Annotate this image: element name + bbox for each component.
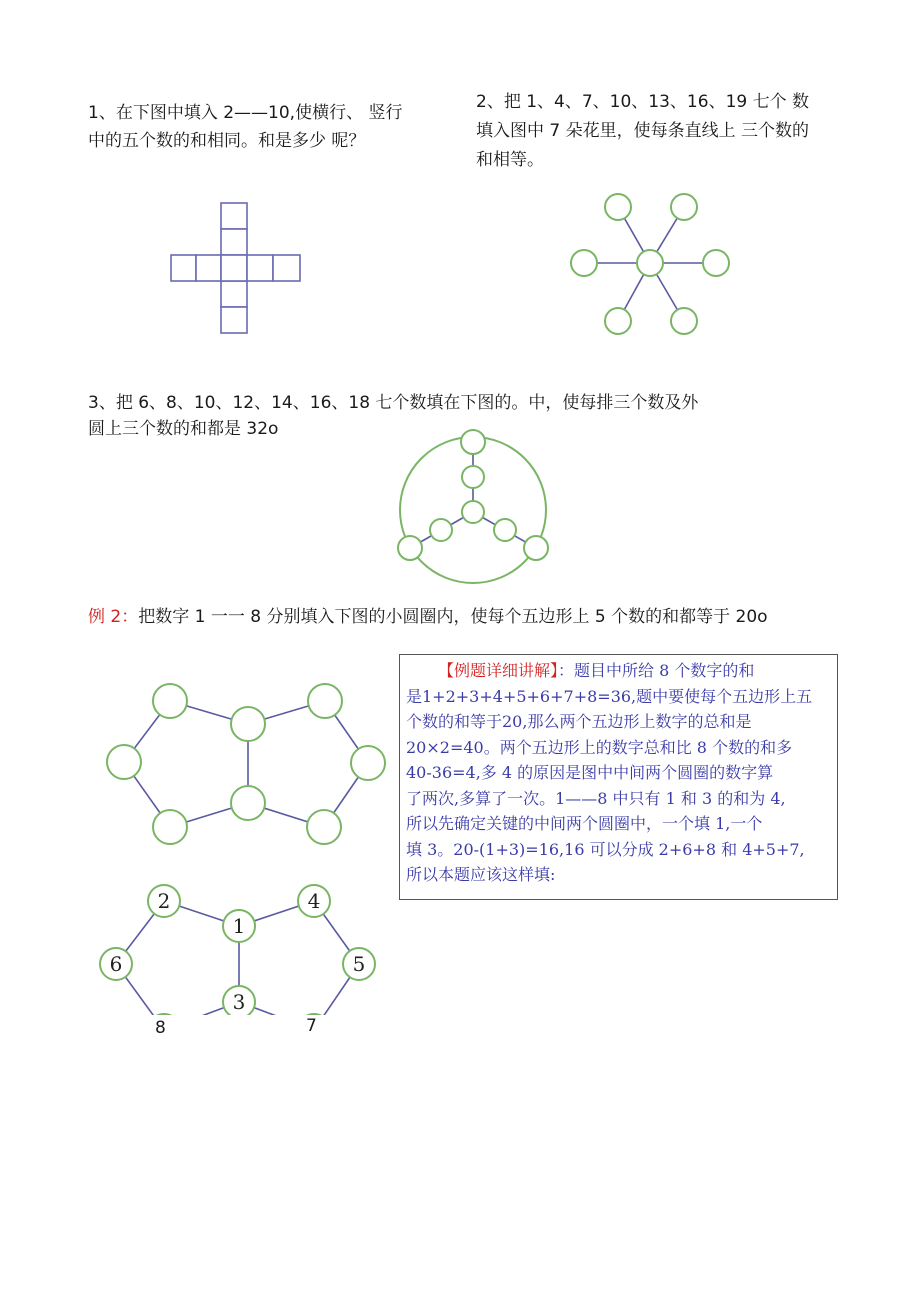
- blank-circle: [231, 707, 265, 741]
- explanation-lead: ：题目中所给 8 个数字的和: [558, 661, 755, 680]
- blank-circle: [308, 684, 342, 718]
- flower-circle: [605, 194, 631, 220]
- example-2-line: [88, 604, 768, 630]
- blank-circle: [153, 810, 187, 844]
- explanation-first-line: [406, 658, 831, 684]
- solution-num-top-right: 4: [307, 889, 321, 913]
- grid-cell: [221, 307, 247, 333]
- blank-circle: [351, 746, 385, 780]
- spoke-circle: [430, 519, 452, 541]
- q1-line-1: 1、在下图中填入 2——10,使横行、 竖行: [88, 103, 403, 123]
- q1-line-2: 中的五个数的和相同。和是多少 呢？: [88, 131, 366, 151]
- blank-circle: [107, 745, 141, 779]
- solution-num-bottom-center: 3: [232, 990, 246, 1014]
- q2-line-3: 和相等。: [476, 150, 544, 170]
- grid-cell-center: [221, 255, 247, 281]
- double-pentagon-blank: [95, 675, 400, 855]
- spoke-circle: [462, 466, 484, 488]
- example-label: 例 2：: [88, 607, 139, 627]
- q2-line-2: 填入图中 7 朵花里，使每条直线上 三个数的: [476, 121, 810, 141]
- flower-circle: [605, 308, 631, 334]
- explanation-line: 40-36=4,多 4 的原因是图中中间两个圆圈的数字算: [406, 763, 774, 782]
- solution-num-top-center: 1: [232, 914, 246, 938]
- solution-num-top-left: 2: [157, 889, 171, 913]
- q3-line-2: 圆上三个数的和都是 32o: [88, 419, 279, 439]
- solution-figure-clip: [90, 870, 390, 1015]
- blank-circle: [307, 810, 341, 844]
- double-pentagon-solution: [90, 870, 390, 1015]
- blank-circle: [153, 684, 187, 718]
- grid-cell: [273, 255, 300, 281]
- grid-cell: [196, 255, 221, 281]
- grid-cell: [247, 255, 273, 281]
- grid-cell: [221, 229, 247, 255]
- q2-line-1: 2、把 1、4、7、10、13、16、19 七个 数: [476, 92, 810, 112]
- flower-circle: [671, 194, 697, 220]
- explanation-line: 所以本题应该这样填:: [406, 865, 556, 884]
- grid-cell: [221, 203, 247, 229]
- explanation-line: 填 3。20-(1+3)=16,16 可以分成 2+6+8 和 4+5+7,: [406, 839, 805, 859]
- solution-num-left: 6: [109, 952, 123, 976]
- blank-circle: [231, 786, 265, 820]
- circle-spokes-figure: [390, 425, 560, 590]
- explanation-line: 所以先确定关键的中间两个圆圈中，一个填 1,一个: [406, 814, 763, 833]
- explanation-box: [399, 654, 838, 900]
- grid-cell: [171, 255, 196, 281]
- explanation-line: 20×2=40。两个五边形上的数字总和比 8 个数的和多: [406, 737, 793, 757]
- explanation-title: 【例题详细讲解】: [438, 661, 559, 680]
- solution-num-right: 5: [352, 952, 366, 976]
- grid-cell: [221, 281, 247, 307]
- flower-circle: [671, 308, 697, 334]
- spoke-circle: [524, 536, 548, 560]
- cross-grid-figure: [165, 195, 310, 340]
- spoke-circle: [494, 519, 516, 541]
- solution-label-bottom-right: 7: [306, 1016, 317, 1036]
- example-text: 把数字 1 一一 8 分别填入下图的小圆圈内，使每个五边形上 5 个数的和都等于 20o: [138, 607, 768, 627]
- flower-circle: [637, 250, 663, 276]
- spoke-circle-center: [462, 501, 484, 523]
- solution-label-bottom-left: 8: [155, 1018, 166, 1038]
- flower-circle: [571, 250, 597, 276]
- explanation-line: 是1+2+3+4+5+6+7+8=36,题中要使每个五边形上五: [406, 686, 813, 706]
- explanation-line: 个数的和等于20,那么两个五边形上数字的总和是: [406, 712, 752, 731]
- flower-circle: [703, 250, 729, 276]
- flower-star-figure: [560, 185, 740, 340]
- q3-line-1: 3、把 6、8、10、12、14、16、18 七个数填在下图的。中，使每排三个数及外: [88, 393, 699, 413]
- explanation-line: 了两次,多算了一次。1——8 中只有 1 和 3 的和为 4,: [406, 788, 786, 808]
- spoke-circle: [461, 430, 485, 454]
- spoke-circle: [398, 536, 422, 560]
